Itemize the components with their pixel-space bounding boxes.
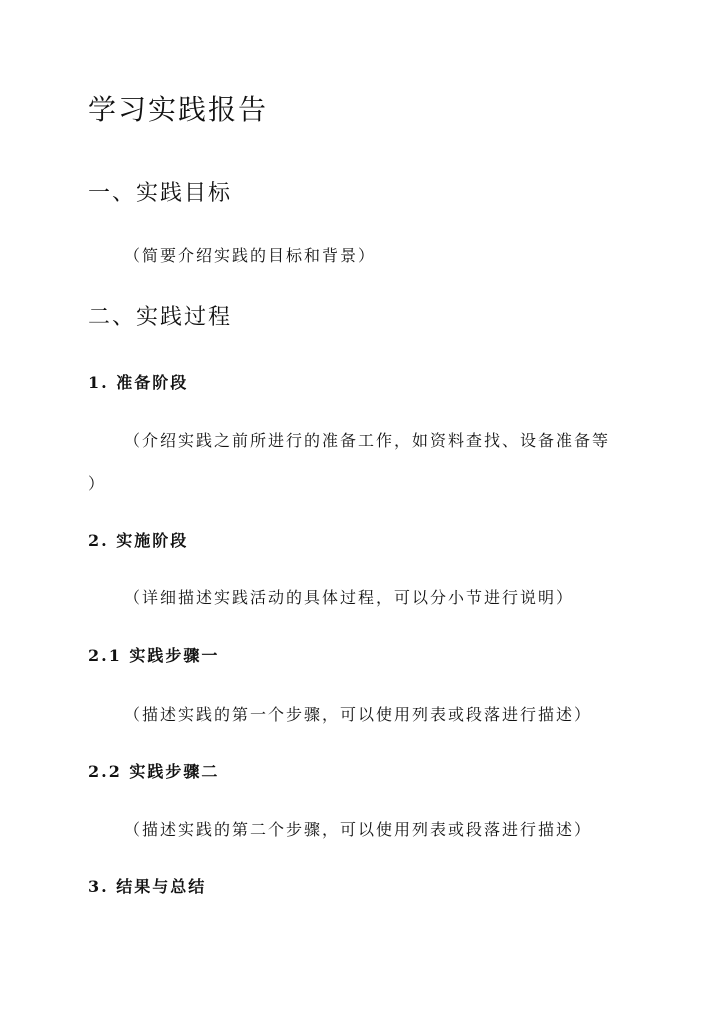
step-note-one: （描述实践的第一个步骤，可以使用列表或段落进行描述） [124,705,593,724]
step-heading-one: 2.1 实践步骤一 [88,646,220,665]
subsection-note-preparation-line1: （介绍实践之前所进行的准备工作，如资料查找、设备准备等 [124,431,611,450]
subsection-note-preparation-line2: ） [88,474,107,493]
document-title: 学习实践报告 [88,93,269,126]
step-heading-two: 2.2 实践步骤二 [88,762,220,781]
subsection-heading-preparation: 1. 准备阶段 [88,373,189,392]
section-note-goals: （简要介绍实践的目标和背景） [124,246,377,265]
subsection-heading-results: 3. 结果与总结 [88,877,207,896]
subsection-heading-implementation: 2. 实施阶段 [88,531,189,550]
section-heading-process: 二、实践过程 [88,305,233,330]
step-note-two: （描述实践的第二个步骤，可以使用列表或段落进行描述） [124,820,593,839]
subsection-note-implementation: （详细描述实践活动的具体过程，可以分小节进行说明） [124,588,575,607]
section-heading-goals: 一、实践目标 [88,181,233,206]
